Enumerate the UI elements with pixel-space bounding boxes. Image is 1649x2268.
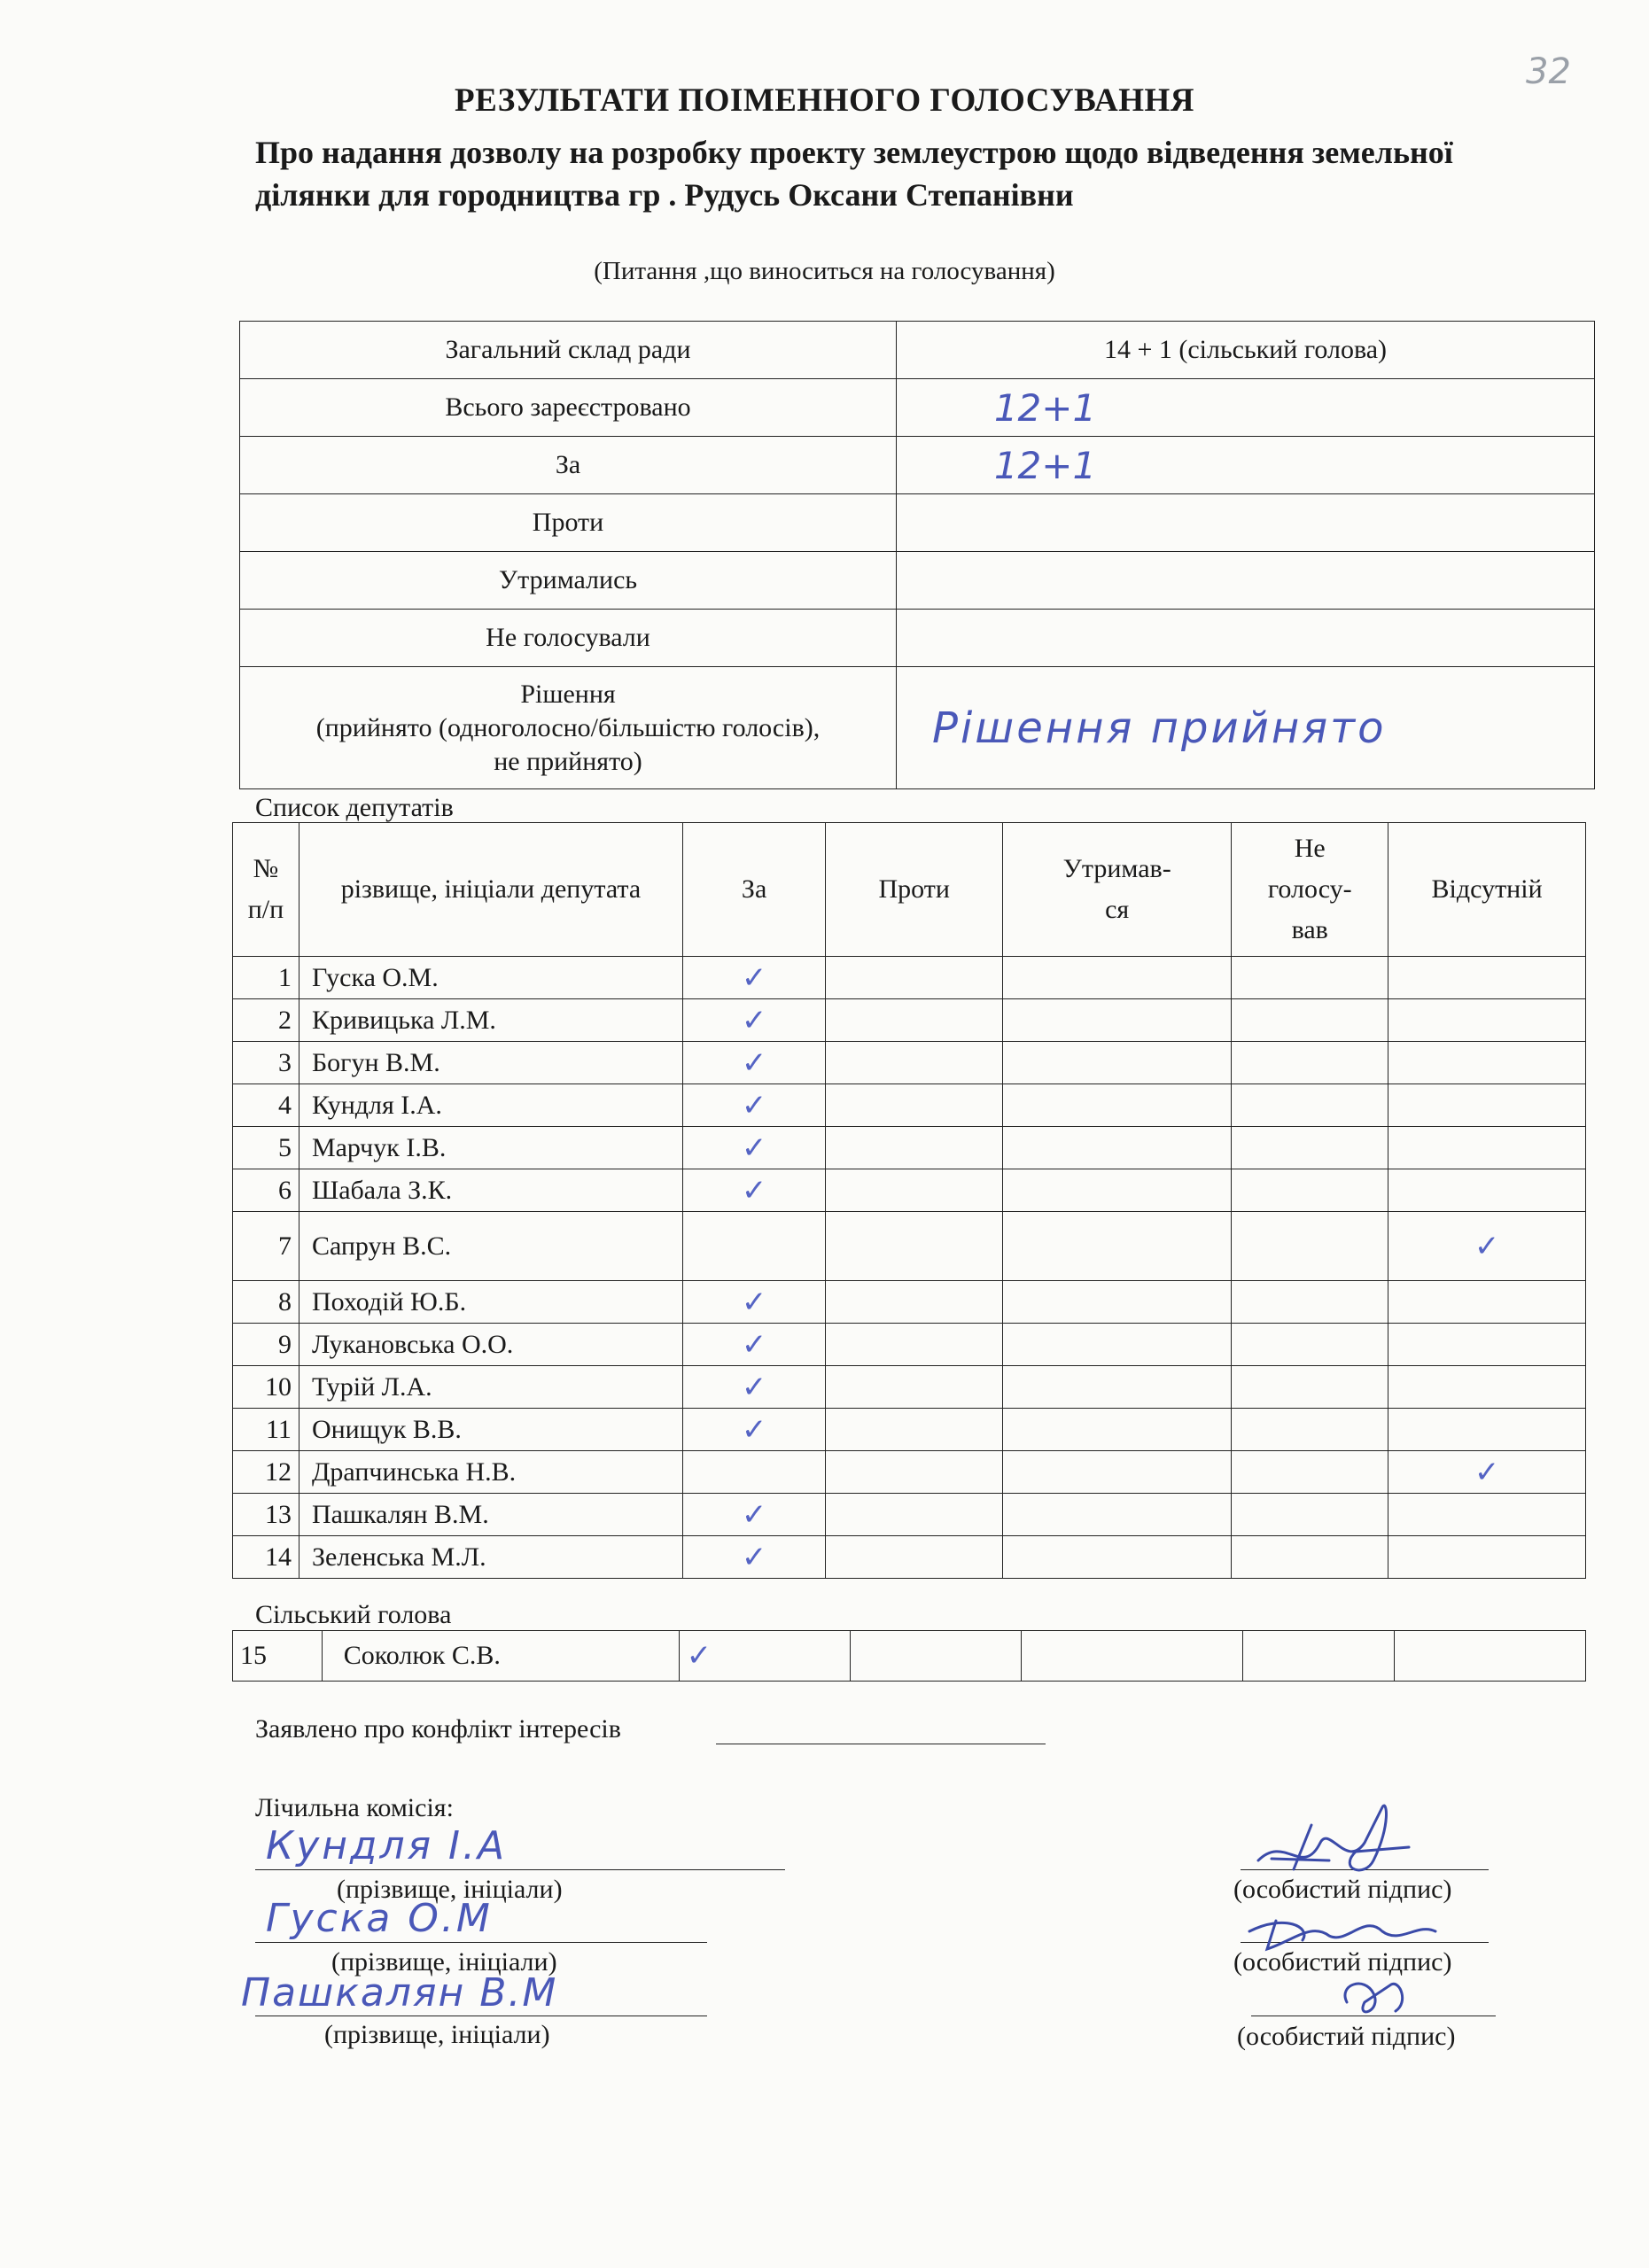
document-subtitle: Про надання дозволу на розробку проекту землеустрою щодо відведення земельної ділянки для городництва гр . Рудусь Оксани Степанівни	[255, 135, 1453, 213]
vote-cell-not-voted	[1232, 1127, 1388, 1169]
summary-label: Не голосували	[240, 610, 897, 667]
vote-cell-proty	[826, 1494, 1003, 1536]
check-mark-icon: ✓	[1474, 1228, 1500, 1264]
vote-cell-za	[682, 1366, 825, 1409]
summary-row	[240, 437, 1595, 494]
summary-value	[897, 552, 1595, 610]
name-caption: (прізвище, ініціали)	[331, 1947, 557, 1977]
vote-cell-utrymav	[1003, 1409, 1232, 1451]
vote-cell-za	[682, 1451, 825, 1494]
deputy-name: Сапрун В.С.	[299, 1212, 682, 1281]
deputy-number: 2	[233, 999, 299, 1042]
vote-cell-not-voted	[1232, 1494, 1388, 1536]
check-mark-icon: ✓	[741, 1539, 767, 1575]
table-row	[233, 1536, 1586, 1579]
vote-cell-absent	[1388, 1451, 1586, 1494]
col-number-line: №	[253, 854, 279, 883]
deputy-number: 4	[233, 1084, 299, 1127]
vote-cell-absent	[1388, 1281, 1586, 1324]
summary-value-handwritten: 12+1	[897, 437, 1595, 494]
vote-cell-absent	[1388, 1324, 1586, 1366]
vote-cell-absent	[1388, 1366, 1586, 1409]
summary-label: Всього зареєстровано	[240, 379, 897, 437]
vote-cell-proty	[826, 957, 1003, 999]
summary-value: 14 + 1 (сільський голова)	[897, 322, 1595, 379]
summary-label: Утримались	[240, 552, 897, 610]
vote-cell-not-voted	[1232, 1451, 1388, 1494]
vote-cell-proty	[826, 1127, 1003, 1169]
deputies-header-row	[233, 823, 1586, 957]
head-row	[233, 1631, 1586, 1682]
deputy-rows	[233, 957, 1586, 1579]
decision-label-line: Рішення	[520, 679, 616, 709]
deputy-number: 9	[233, 1324, 299, 1366]
summary-table	[239, 321, 1595, 789]
head-table	[232, 1630, 1586, 1682]
signature-caption: (особистий підпис)	[1237, 2022, 1456, 2051]
vote-cell-utrymav	[1003, 1169, 1232, 1212]
vote-cell-utrymav	[1003, 1324, 1232, 1366]
decision-label-line: не прийнято)	[494, 746, 642, 776]
commission-label: Лічильна комісія:	[255, 1793, 454, 1822]
check-mark-icon: ✓	[741, 1045, 767, 1081]
vote-cell-proty	[826, 1324, 1003, 1366]
decision-label-line: (прийнято (одноголосно/більшістю голосів),	[315, 712, 821, 742]
table-row	[233, 1169, 1586, 1212]
table-row	[233, 957, 1586, 999]
vote-cell-utrymav	[1003, 1366, 1232, 1409]
summary-value	[897, 610, 1595, 667]
deputy-name: Кундля І.А.	[299, 1084, 682, 1127]
vote-cell-utrymav	[1003, 999, 1232, 1042]
name-line	[255, 1942, 707, 1943]
head-utrymav-cell	[1022, 1631, 1243, 1682]
vote-cell-za	[682, 1084, 825, 1127]
vote-cell-absent	[1388, 957, 1586, 999]
commission-member-name-handwritten: Гуска О.М	[266, 1896, 493, 1941]
summary-row	[240, 610, 1595, 667]
table-row	[233, 1281, 1586, 1324]
vote-cell-za	[682, 1212, 825, 1281]
col-name: різвище, ініціали депутата	[299, 823, 682, 957]
deputy-number: 5	[233, 1127, 299, 1169]
vote-cell-utrymav	[1003, 1494, 1232, 1536]
deputy-name: Онищук В.В.	[299, 1409, 682, 1451]
vote-cell-proty	[826, 1042, 1003, 1084]
vote-cell-not-voted	[1232, 1324, 1388, 1366]
head-za-cell	[679, 1631, 850, 1682]
vote-cell-absent	[1388, 1127, 1586, 1169]
deputy-name: Шабала З.К.	[299, 1169, 682, 1212]
col-not-voted-line: Не	[1294, 834, 1326, 863]
deputy-name: Турій Л.А.	[299, 1366, 682, 1409]
summary-label: За	[240, 437, 897, 494]
vote-cell-za	[682, 1042, 825, 1084]
summary-row	[240, 552, 1595, 610]
col-number-line: п/п	[247, 895, 284, 924]
head-number: 15	[233, 1631, 323, 1682]
deputy-name: Драпчинська Н.В.	[299, 1451, 682, 1494]
deputy-number: 3	[233, 1042, 299, 1084]
vote-cell-absent	[1388, 1409, 1586, 1451]
commission-member-name-handwritten: Пашкалян В.М	[241, 1970, 558, 2016]
decision-value-handwritten: Рішення прийнято	[897, 667, 1595, 789]
col-utrymav-line: ся	[1105, 895, 1130, 924]
deputy-number: 12	[233, 1451, 299, 1494]
head-section-label: Сільський голова	[255, 1600, 452, 1629]
vote-cell-proty	[826, 1536, 1003, 1579]
deputy-number: 13	[233, 1494, 299, 1536]
deputy-name: Лукановська О.О.	[299, 1324, 682, 1366]
deputies-table	[232, 822, 1586, 1579]
vote-cell-absent	[1388, 1494, 1586, 1536]
signature-scribbles	[1232, 1772, 1497, 2038]
vote-cell-utrymav	[1003, 1042, 1232, 1084]
vote-cell-proty	[826, 1169, 1003, 1212]
vote-cell-not-voted	[1232, 1084, 1388, 1127]
page-number: 32	[1526, 51, 1571, 92]
vote-cell-proty	[826, 1366, 1003, 1409]
vote-cell-proty	[826, 1409, 1003, 1451]
signature-3-stroke	[1345, 1984, 1403, 2012]
conflict-label: Заявлено про конфлікт інтересів	[255, 1714, 621, 1744]
vote-cell-absent	[1388, 1042, 1586, 1084]
col-not-voted-line: вав	[1291, 915, 1328, 944]
vote-cell-za	[682, 1409, 825, 1451]
deputy-name: Богун В.М.	[299, 1042, 682, 1084]
vote-cell-absent	[1388, 1212, 1586, 1281]
table-row	[233, 1127, 1586, 1169]
summary-row	[240, 379, 1595, 437]
name-caption: (прізвище, ініціали)	[337, 1875, 563, 1904]
check-mark-icon: ✓	[741, 1130, 767, 1166]
check-mark-icon: ✓	[686, 1638, 712, 1674]
head-not-voted-cell	[1243, 1631, 1395, 1682]
vote-cell-utrymav	[1003, 1451, 1232, 1494]
table-row	[233, 1451, 1586, 1494]
vote-cell-proty	[826, 1084, 1003, 1127]
name-line	[255, 1869, 785, 1870]
check-mark-icon: ✓	[741, 1087, 767, 1123]
table-row	[233, 1324, 1586, 1366]
vote-cell-not-voted	[1232, 1281, 1388, 1324]
vote-cell-utrymav	[1003, 957, 1232, 999]
summary-value	[897, 494, 1595, 552]
check-mark-icon: ✓	[741, 1496, 767, 1533]
deputy-name: Кривицька Л.М.	[299, 999, 682, 1042]
table-row	[233, 1494, 1586, 1536]
decision-label	[240, 667, 897, 789]
summary-row	[240, 494, 1595, 552]
vote-cell-utrymav	[1003, 1084, 1232, 1127]
signature-2-stroke	[1249, 1921, 1435, 1949]
check-mark-icon: ✓	[741, 959, 767, 996]
signature-caption: (особистий підпис)	[1233, 1875, 1452, 1904]
vote-cell-proty	[826, 1212, 1003, 1281]
vote-cell-not-voted	[1232, 1212, 1388, 1281]
name-caption: (прізвище, ініціали)	[324, 2020, 550, 2049]
table-row	[233, 1042, 1586, 1084]
vote-cell-za	[682, 1494, 825, 1536]
col-za: За	[682, 823, 825, 957]
vote-cell-not-voted	[1232, 1409, 1388, 1451]
vote-cell-proty	[826, 999, 1003, 1042]
deputy-number: 6	[233, 1169, 299, 1212]
table-row	[233, 1084, 1586, 1127]
signature-1-stroke	[1272, 1825, 1329, 1869]
vote-cell-utrymav	[1003, 1212, 1232, 1281]
vote-cell-utrymav	[1003, 1536, 1232, 1579]
deputy-name: Пашкалян В.М.	[299, 1494, 682, 1536]
vote-cell-absent	[1388, 1536, 1586, 1579]
vote-cell-utrymav	[1003, 1281, 1232, 1324]
vote-cell-not-voted	[1232, 1169, 1388, 1212]
vote-cell-za	[682, 999, 825, 1042]
deputy-name: Зеленська М.Л.	[299, 1536, 682, 1579]
deputy-number: 14	[233, 1536, 299, 1579]
deputy-number: 7	[233, 1212, 299, 1281]
deputy-name: Походій Ю.Б.	[299, 1281, 682, 1324]
summary-label: Проти	[240, 494, 897, 552]
vote-cell-not-voted	[1232, 999, 1388, 1042]
col-not-voted-line: голосу-	[1267, 874, 1352, 904]
head-absent-cell	[1395, 1631, 1586, 1682]
table-row	[233, 1366, 1586, 1409]
signature-1-stroke	[1258, 1806, 1409, 1870]
deputy-number: 8	[233, 1281, 299, 1324]
check-mark-icon: ✓	[1474, 1454, 1500, 1490]
summary-value-handwritten: 12+1	[897, 379, 1595, 437]
commission-member-name-handwritten: Кундля І.А	[266, 1823, 508, 1868]
deputy-number: 10	[233, 1366, 299, 1409]
vote-cell-absent	[1388, 1169, 1586, 1212]
vote-cell-proty	[826, 1451, 1003, 1494]
vote-cell-proty	[826, 1281, 1003, 1324]
document-title: РЕЗУЛЬТАТИ ПОІМЕННОГО ГОЛОСУВАННЯ	[454, 82, 1195, 119]
col-utrymav-line: Утримав-	[1062, 854, 1171, 883]
check-mark-icon: ✓	[741, 1411, 767, 1448]
table-row	[233, 999, 1586, 1042]
deputy-name: Гуска О.М.	[299, 957, 682, 999]
signature-caption: (особистий підпис)	[1233, 1947, 1452, 1977]
head-name: Соколюк С.В.	[322, 1631, 679, 1682]
vote-cell-not-voted	[1232, 1536, 1388, 1579]
vote-cell-not-voted	[1232, 957, 1388, 999]
check-mark-icon: ✓	[741, 1002, 767, 1038]
vote-cell-not-voted	[1232, 1042, 1388, 1084]
vote-cell-absent	[1388, 1084, 1586, 1127]
col-utrymav	[1003, 823, 1232, 957]
deputy-number: 11	[233, 1409, 299, 1451]
head-proty-cell	[851, 1631, 1022, 1682]
vote-cell-za	[682, 1281, 825, 1324]
table-row	[233, 1409, 1586, 1451]
col-absent: Відсутній	[1388, 823, 1586, 957]
summary-row	[240, 322, 1595, 379]
vote-cell-za	[682, 957, 825, 999]
check-mark-icon: ✓	[741, 1284, 767, 1320]
deputy-number: 1	[233, 957, 299, 999]
vote-cell-absent	[1388, 999, 1586, 1042]
summary-label: Загальний склад ради	[240, 322, 897, 379]
check-mark-icon: ✓	[741, 1326, 767, 1363]
col-not-voted	[1232, 823, 1388, 957]
col-number	[233, 823, 299, 957]
vote-cell-za	[682, 1324, 825, 1366]
vote-cell-za	[682, 1536, 825, 1579]
check-mark-icon: ✓	[741, 1172, 767, 1208]
vote-cell-utrymav	[1003, 1127, 1232, 1169]
col-proty: Проти	[826, 823, 1003, 957]
vote-cell-za	[682, 1127, 825, 1169]
table-row	[233, 1212, 1586, 1281]
vote-cell-not-voted	[1232, 1366, 1388, 1409]
deputies-section-label: Список депутатів	[255, 793, 454, 822]
question-caption: (Питання ,що виноситься на голосування)	[594, 257, 1055, 285]
vote-cell-za	[682, 1169, 825, 1212]
decision-row	[240, 667, 1595, 789]
check-mark-icon: ✓	[741, 1369, 767, 1405]
deputy-name: Марчук І.В.	[299, 1127, 682, 1169]
